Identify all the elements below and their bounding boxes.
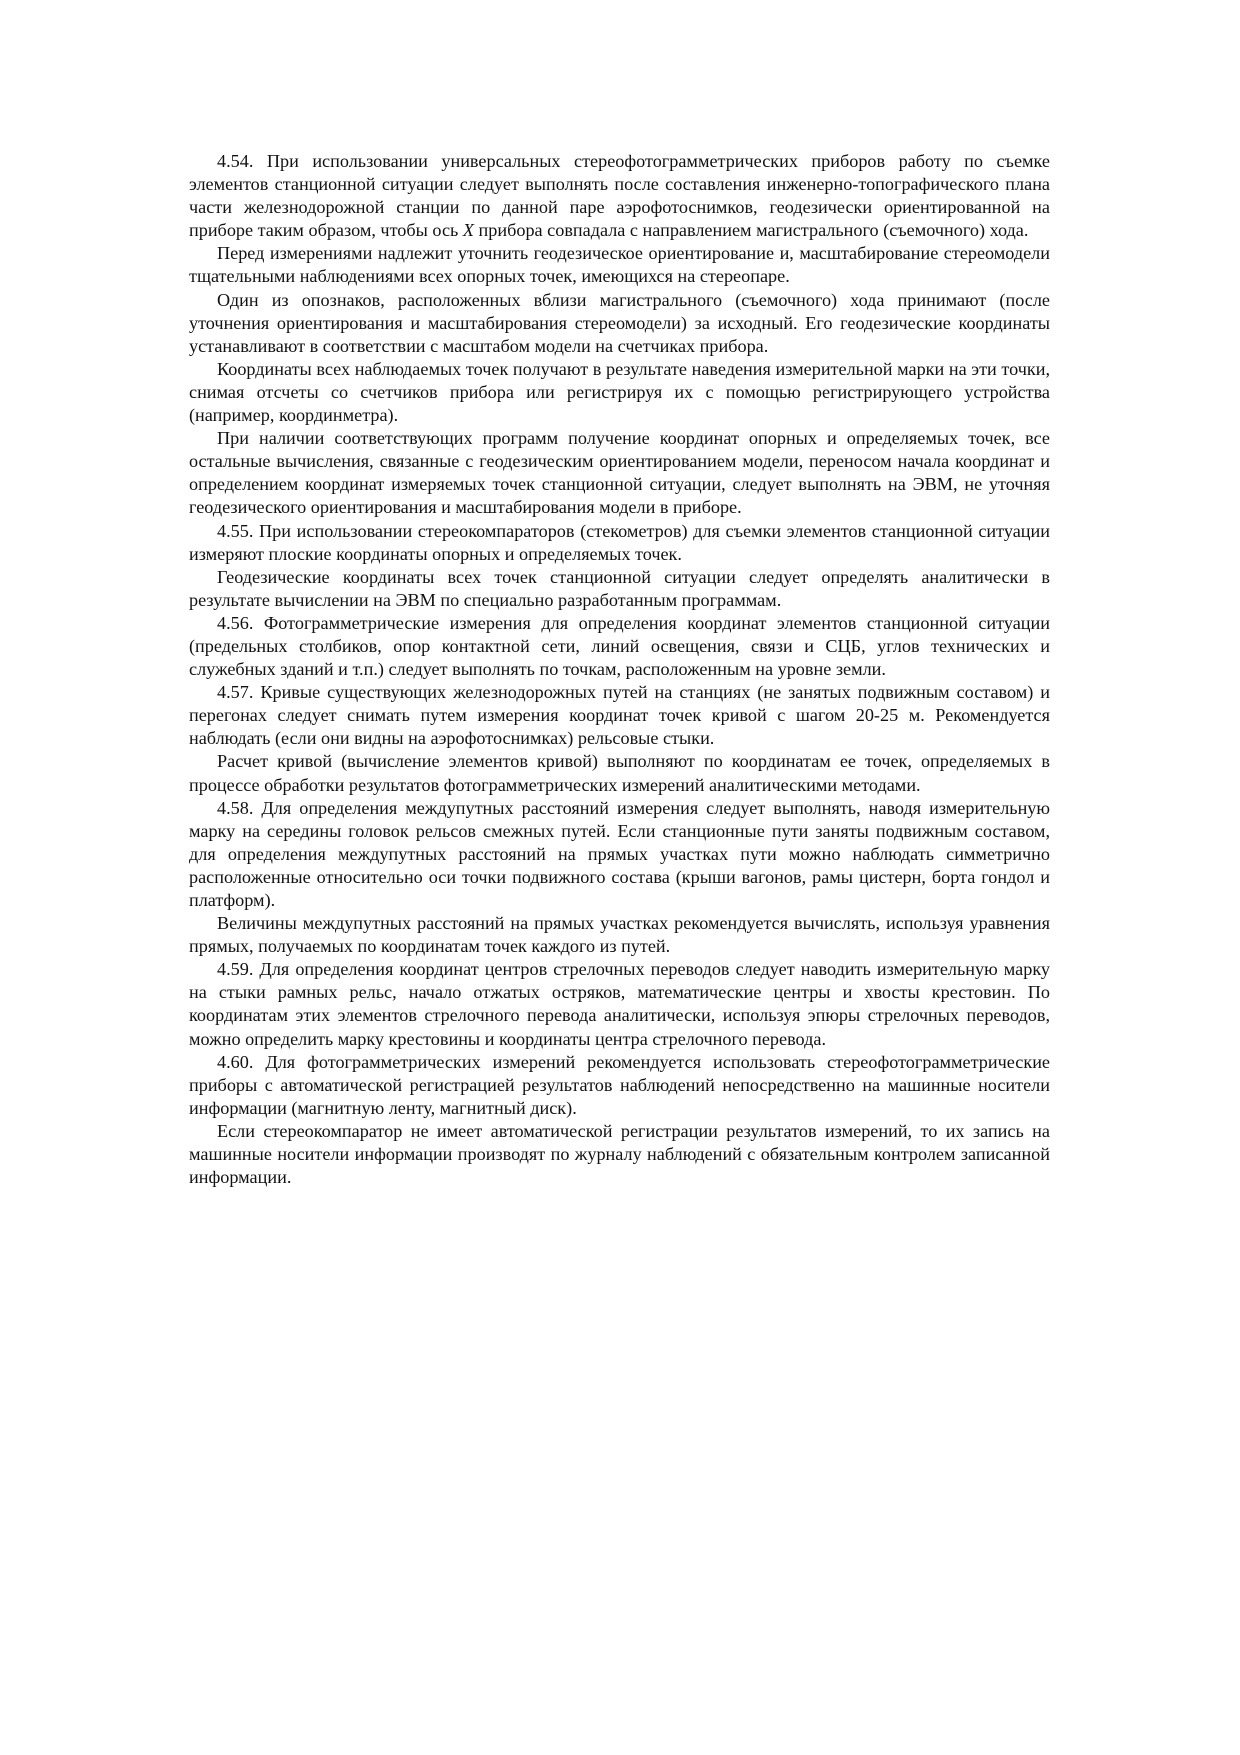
- paragraph-text: Перед измерениями надлежит уточнить геодезическое ориентирование и, масштабирование стереомодели тщательными наблюдениями всех опорных точек, имеющихся на стереопаре.: [189, 243, 1050, 287]
- paragraph-text: Один из опознаков, расположенных вблизи магистрального (съемочного) хода принимают (после уточнения ориентирования и масштабирования стереомодели) за исходный. Его геодезические координаты устанавливают в соответствии с масштабом модели на счетчиках прибора.: [189, 289, 1050, 356]
- italic-text: X: [462, 220, 474, 241]
- paragraph-geodetic: [189, 566, 1050, 612]
- paragraph-4-56: [189, 612, 1050, 681]
- paragraph-4-58: [189, 797, 1050, 912]
- paragraph-text: Геодезические координаты всех точек станционной ситуации следует определять аналитически в результате вычислении на ЭВМ по специально разработанным программам.: [189, 566, 1050, 610]
- paragraph-text: 4.55. При использовании стереокомпараторов (стекометров) для съемки элементов станционной ситуации измеряют плоские координаты опорных и определяемых точек.: [189, 520, 1050, 564]
- document-body: [189, 150, 1050, 1189]
- paragraph-4-57: [189, 681, 1050, 750]
- paragraph-text: Величины междупутных расстояний на прямых участках рекомендуется вычислять, используя уравнения прямых, получаемых по координатам точек каждого из путей.: [189, 913, 1050, 957]
- paragraph-text: Если стереокомпаратор не имеет автоматической регистрации результатов измерений, то их запись на машинные носители информации производят по журналу наблюдений с обязательным контролем записанной информации.: [189, 1120, 1050, 1188]
- paragraph-text: Расчет кривой (вычисление элементов кривой) выполняют по координатам ее точек, определяемых в процессе обработки результатов фотограмметрических измерений аналитическими методами.: [189, 751, 1050, 795]
- paragraph-coordinates: [189, 358, 1050, 427]
- paragraph-text: 4.60. Для фотограмметрических измерений рекомендуется использовать стереофотограмметрические приборы с автоматической регистрацией результатов наблюдений непосредственно на машинные носители информации (магнитную ленту, магнитный диск).: [189, 1051, 1050, 1118]
- paragraph-orientation: [189, 242, 1050, 288]
- paragraph-text: 4.59. Для определения координат центров стрелочных переводов следует наводить измерительную марку на стыки рамных рельс, начало отжатых остряков, математические центры и хвосты крестовин. По координатам этих элементов стрелочного перевода аналитически, используя эпюры стрелочных переводов, можно определить марку крестовины и координаты центра стрелочного перевода.: [189, 959, 1050, 1049]
- paragraph-4-59: [189, 958, 1050, 1050]
- paragraph-stereocomparator: [189, 1120, 1050, 1189]
- paragraph-text: Координаты всех наблюдаемых точек получают в результате наведения измерительной марки на эти точки, снимая отсчеты со счетчиков прибора или регистрируя их с помощью регистрирующего устройства (например, координметра).: [189, 358, 1050, 426]
- paragraph-distances: [189, 912, 1050, 958]
- paragraph-4-60: [189, 1051, 1050, 1120]
- paragraph-4-54: [189, 150, 1050, 242]
- paragraph-marker: [189, 289, 1050, 358]
- paragraph-4-55: [189, 520, 1050, 566]
- paragraph-text: При наличии соответствующих программ получение координат опорных и определяемых точек, все остальные вычисления, связанные с геодезическим ориентированием модели, переносом начала координат и определением координат измеряемых точек станционной ситуации, следует выполнять на ЭВМ, не уточняя геодезического ориентирования и масштабирования модели в приборе.: [189, 428, 1050, 518]
- paragraph-text: 4.54. При использовании универсальных стереофотограмметрических приборов работу по съемке элементов станционной ситуации следует выполнять после составления инженерно-топографического плана части железнодорожной станции по данной паре аэрофотоснимков, геодезически ориентированной на приборе таким образом, чтобы ось: [189, 151, 1050, 241]
- paragraph-curve: [189, 750, 1050, 796]
- paragraph-programs: [189, 427, 1050, 519]
- paragraph-text: 4.56. Фотограмметрические измерения для определения координат элементов станционной ситуации (предельных столбиков, опор контактной сети, линий освещения, связи и СЦБ, углов технических и служебных зданий и т.п.) следует выполнять по точкам, расположенным на уровне земли.: [189, 612, 1050, 680]
- paragraph-text: 4.58. Для определения междупутных расстояний измерения следует выполнять, наводя измерительную марку на середины головок рельсов смежных путей. Если станционные пути заняты подвижным составом, для определения междупутных расстояний на прямых участках пути можно наблюдать симметрично расположенные относительно оси точки подвижного состава (крыши вагонов, рамы цистерн, борта гондол и платформ).: [189, 797, 1050, 910]
- paragraph-text: 4.57. Кривые существующих железнодорожных путей на станциях (не занятых подвижным составом) и перегонах следует снимать путем измерения координат точек кривой с шагом 20-25 м. Рекомендуется наблюдать (если они видны на аэрофотоснимках) рельсовые стыки.: [189, 682, 1050, 749]
- paragraph-text: прибора совпадала с направлением магистрального (съемочного) хода.: [474, 220, 1029, 241]
